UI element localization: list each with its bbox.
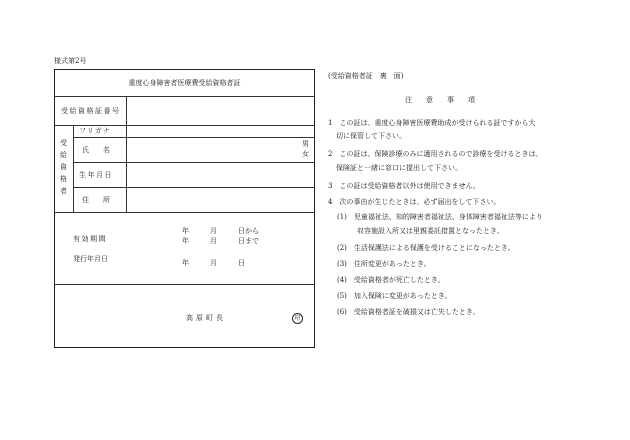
card-title: 重度心身障害者医療費受給資格者証 <box>128 79 241 87</box>
divider <box>55 212 314 213</box>
form-number: 様式第2号 <box>54 57 87 65</box>
divider <box>55 125 314 126</box>
divider <box>126 96 127 212</box>
note-item-4: 4 次の事由が生じたときは、必ず届出をして下さい。 <box>328 198 501 206</box>
note-sub-4: (4) 受給資格者が死亡したとき。 <box>337 276 445 284</box>
recipient-label: 受給資格者 <box>60 139 67 195</box>
note-item-3: 3 この証は受給資格者以外は使用できません。 <box>328 182 480 190</box>
valid-period-label: 有効期間 <box>73 235 107 243</box>
back-heading: (受給資格者証 裏 面) <box>328 72 404 80</box>
issue-date: 年 月 日 <box>182 259 245 267</box>
valid-to-date: 年 月 日まで <box>182 237 259 245</box>
divider <box>73 125 74 212</box>
note-item-1-cont: 切に保管して下さい。 <box>336 132 406 140</box>
notes-title: 注 意 事 項 <box>405 96 475 104</box>
cert-number-label: 受給資格証番号 <box>61 107 121 115</box>
note-sub-2: (2) 生活保護法による保護を受けることになったとき。 <box>337 244 515 252</box>
note-item-1: 1 この証は、重度心身障害医療費助成が受けられる証ですから大 <box>328 119 536 127</box>
mayor-name: 高原町長 <box>186 314 226 322</box>
divider <box>73 162 314 163</box>
divider <box>55 284 314 285</box>
note-sub-1: (1) 児童福祉法、知的障害者福祉法、身体障害者福祉法等により <box>337 213 543 221</box>
furigana-label: フリガナ <box>79 127 111 135</box>
certificate-card <box>54 69 315 348</box>
dob-label: 生年月日 <box>79 171 113 179</box>
note-sub-6: (6) 受給資格者証を破損又は亡失したとき。 <box>337 308 480 316</box>
issue-date-label: 発行年月日 <box>73 255 108 263</box>
divider <box>55 96 314 97</box>
note-item-2-cont: 保険証と一緒に窓口に提出して下さい。 <box>336 164 462 172</box>
gender-female: 女 <box>302 150 309 158</box>
note-sub-3: (3) 住所変更があったとき。 <box>337 260 431 268</box>
note-item-2: 2 この証は、保険診療のみに適用されるので診療を受けるときは、 <box>328 150 543 158</box>
name-label: 氏 名 <box>82 146 110 154</box>
valid-from-date: 年 月 日から <box>182 227 259 235</box>
gender-male: 男 <box>302 140 309 148</box>
divider <box>73 137 314 138</box>
note-sub-1-cont: 収容施設入所又は里親委託措置となったとき。 <box>357 227 504 235</box>
seal-mark: 印 <box>292 313 303 324</box>
address-label: 住 所 <box>82 196 110 204</box>
divider <box>73 187 314 188</box>
note-sub-5: (5) 加入保険に変更があったとき。 <box>337 292 452 300</box>
